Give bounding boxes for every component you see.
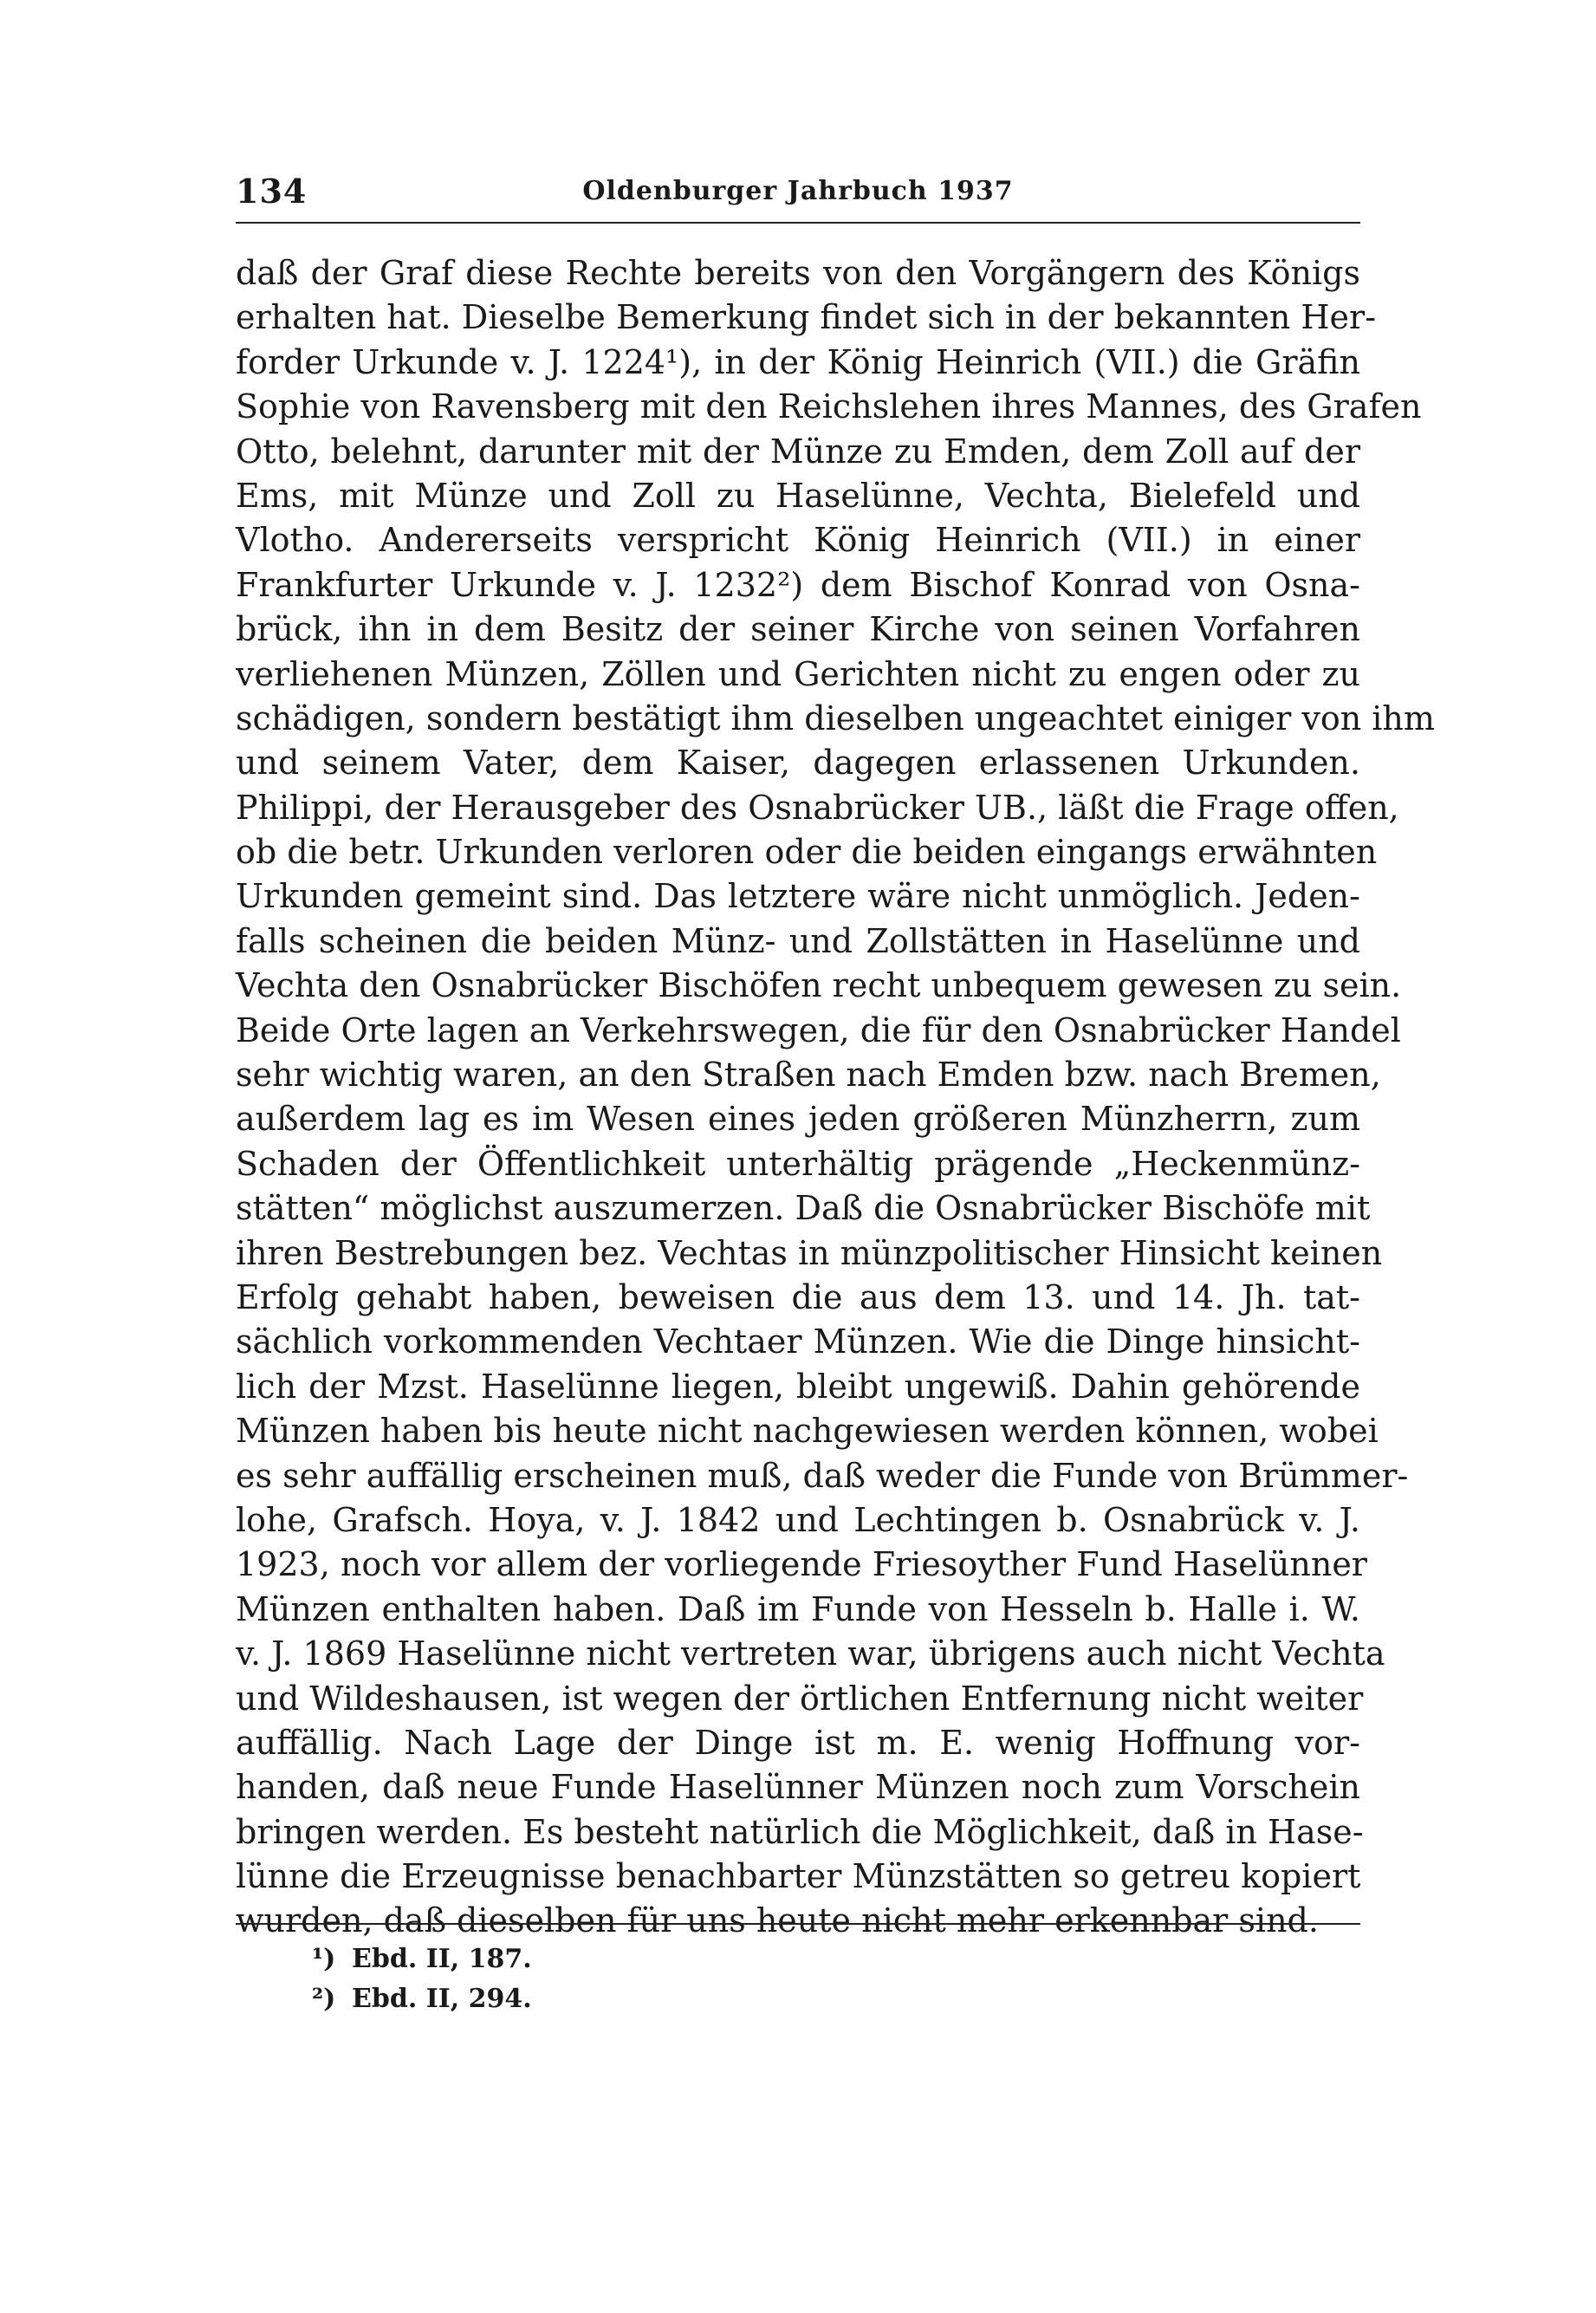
text-line: wurden, daß dieselben für uns heute nicht mehr erkennbar sind. bbox=[236, 1901, 1319, 1940]
text-line: außerdem lag es im Wesen eines jeden größeren Münzherrn, zum bbox=[236, 1100, 1360, 1139]
text-line: ob die betr. Urkunden verloren oder die beiden eingangs erwähnten bbox=[236, 833, 1378, 872]
footnote-text: Ebd. II, 294. bbox=[352, 1984, 532, 2014]
running-title: Oldenburger Jahrbuch 1937 bbox=[582, 176, 1014, 206]
text-line: handen, daß neue Funde Haselünner Münzen noch zum Vorschein bbox=[236, 1768, 1360, 1807]
text-line: Sophie von Ravensberg mit den Reichslehen ihres Mannes, des Grafen bbox=[236, 387, 1422, 426]
text-line: es sehr auffällig erscheinen muß, daß weder die Funde von Brümmer- bbox=[236, 1456, 1409, 1495]
footnotes bbox=[312, 1939, 1092, 2019]
text-line: 1923, noch vor allem der vorliegende Friesoyther Fund Haselünner bbox=[236, 1545, 1367, 1584]
text-line: brück, ihn in dem Besitz der seiner Kirche von seinen Vorfahren bbox=[236, 610, 1360, 649]
text-line: lich der Mzst. Haselünne liegen, bleibt ungewiß. Dahin gehörende bbox=[236, 1367, 1360, 1406]
body-paragraph bbox=[236, 251, 1435, 1944]
text-line: Münzen haben bis heute nicht nachgewiesen werden können, wobei bbox=[236, 1412, 1379, 1451]
footnote-rule bbox=[236, 1923, 1360, 1925]
text-line: Vlotho. Andererseits verspricht König Heinrich (VII.) in einer bbox=[236, 521, 1360, 560]
text-line: Frankfurter Urkunde v. J. 1232²) dem Bischof Konrad von Osna- bbox=[236, 565, 1360, 604]
text-line: ihren Bestrebungen bez. Vechtas in münzpolitischer Hinsicht keinen bbox=[236, 1233, 1383, 1272]
text-line: auffällig. Nach Lage der Dinge ist m. E. wenig Hoffnung vor- bbox=[236, 1723, 1360, 1762]
text-line: und Wildeshausen, ist wegen der örtlichen Entfernung nicht weiter bbox=[236, 1679, 1364, 1718]
footnote-mark: ¹) bbox=[312, 1944, 336, 1974]
text-line: Philippi, der Herausgeber des Osnabrücker UB., läßt die Frage offen, bbox=[236, 788, 1399, 827]
text-line: Otto, belehnt, darunter mit der Münze zu Emden, dem Zoll auf der bbox=[236, 432, 1360, 471]
text-line: stätten“ möglichst auszumerzen. Daß die Osnabrücker Bischöfe mit bbox=[236, 1189, 1371, 1228]
text-line: Münzen enthalten haben. Daß im Funde von Hesseln b. Halle i. W. bbox=[236, 1589, 1360, 1628]
text-line: Ems, mit Münze und Zoll zu Haselünne, Vechta, Bielefeld und bbox=[236, 476, 1360, 515]
text-line: verliehenen Münzen, Zöllen und Gerichten nicht zu engen oder zu bbox=[236, 654, 1360, 693]
text-line: sächlich vorkommenden Vechtaer Münzen. Wie die Dinge hinsicht- bbox=[236, 1322, 1360, 1361]
text-line: und seinem Vater, dem Kaiser, dagegen erlassenen Urkunden. bbox=[236, 744, 1360, 783]
text-line: sehr wichtig waren, an den Straßen nach Emden bzw. nach Bremen, bbox=[236, 1056, 1381, 1095]
text-line: erhalten hat. Dieselbe Bemerkung findet sich in der bekannten Her- bbox=[236, 298, 1377, 337]
text-line: Erfolg gehabt haben, beweisen die aus dem 13. und 14. Jh. tat- bbox=[236, 1277, 1360, 1316]
header-rule bbox=[236, 222, 1360, 224]
footnote-mark: ²) bbox=[312, 1984, 336, 2014]
text-line: forder Urkunde v. J. 1224¹), in der König Heinrich (VII.) die Gräfin bbox=[236, 342, 1360, 381]
footnote bbox=[312, 1979, 1092, 2019]
text-line: schädigen, sondern bestätigt ihm dieselben ungeachtet einiger von ihm bbox=[236, 698, 1435, 737]
text-line: bringen werden. Es besteht natürlich die Möglichkeit, daß in Hase- bbox=[236, 1812, 1364, 1851]
text-line: daß der Graf diese Rechte bereits von den Vorgängern des Königs bbox=[236, 254, 1360, 292]
footnote-text: Ebd. II, 187. bbox=[352, 1944, 532, 1974]
page-header bbox=[236, 170, 1360, 213]
text-line: v. J. 1869 Haselünne nicht vertreten war, übrigens auch nicht Vechta bbox=[236, 1634, 1385, 1673]
page-number: 134 bbox=[236, 172, 308, 211]
text-line: falls scheinen die beiden Münz- und Zollstätten in Haselünne und bbox=[236, 921, 1360, 960]
footnote bbox=[312, 1939, 1092, 1979]
text-line: lünne die Erzeugnisse benachbarter Münzstätten so getreu kopiert bbox=[236, 1857, 1361, 1896]
text-line: Schaden der Öffentlichkeit unterhältig prägende „Heckenmünz- bbox=[236, 1144, 1360, 1183]
text-line: Beide Orte lagen an Verkehrswegen, die für den Osnabrücker Handel bbox=[236, 1010, 1401, 1049]
text-line: Urkunden gemeint sind. Das letztere wäre nicht unmöglich. Jeden- bbox=[236, 877, 1360, 916]
text-line: Vechta den Osnabrücker Bischöfen recht unbequem gewesen zu sein. bbox=[236, 966, 1402, 1005]
text-line: lohe, Grafsch. Hoya, v. J. 1842 und Lechtingen b. Osnabrück v. J. bbox=[236, 1500, 1360, 1539]
